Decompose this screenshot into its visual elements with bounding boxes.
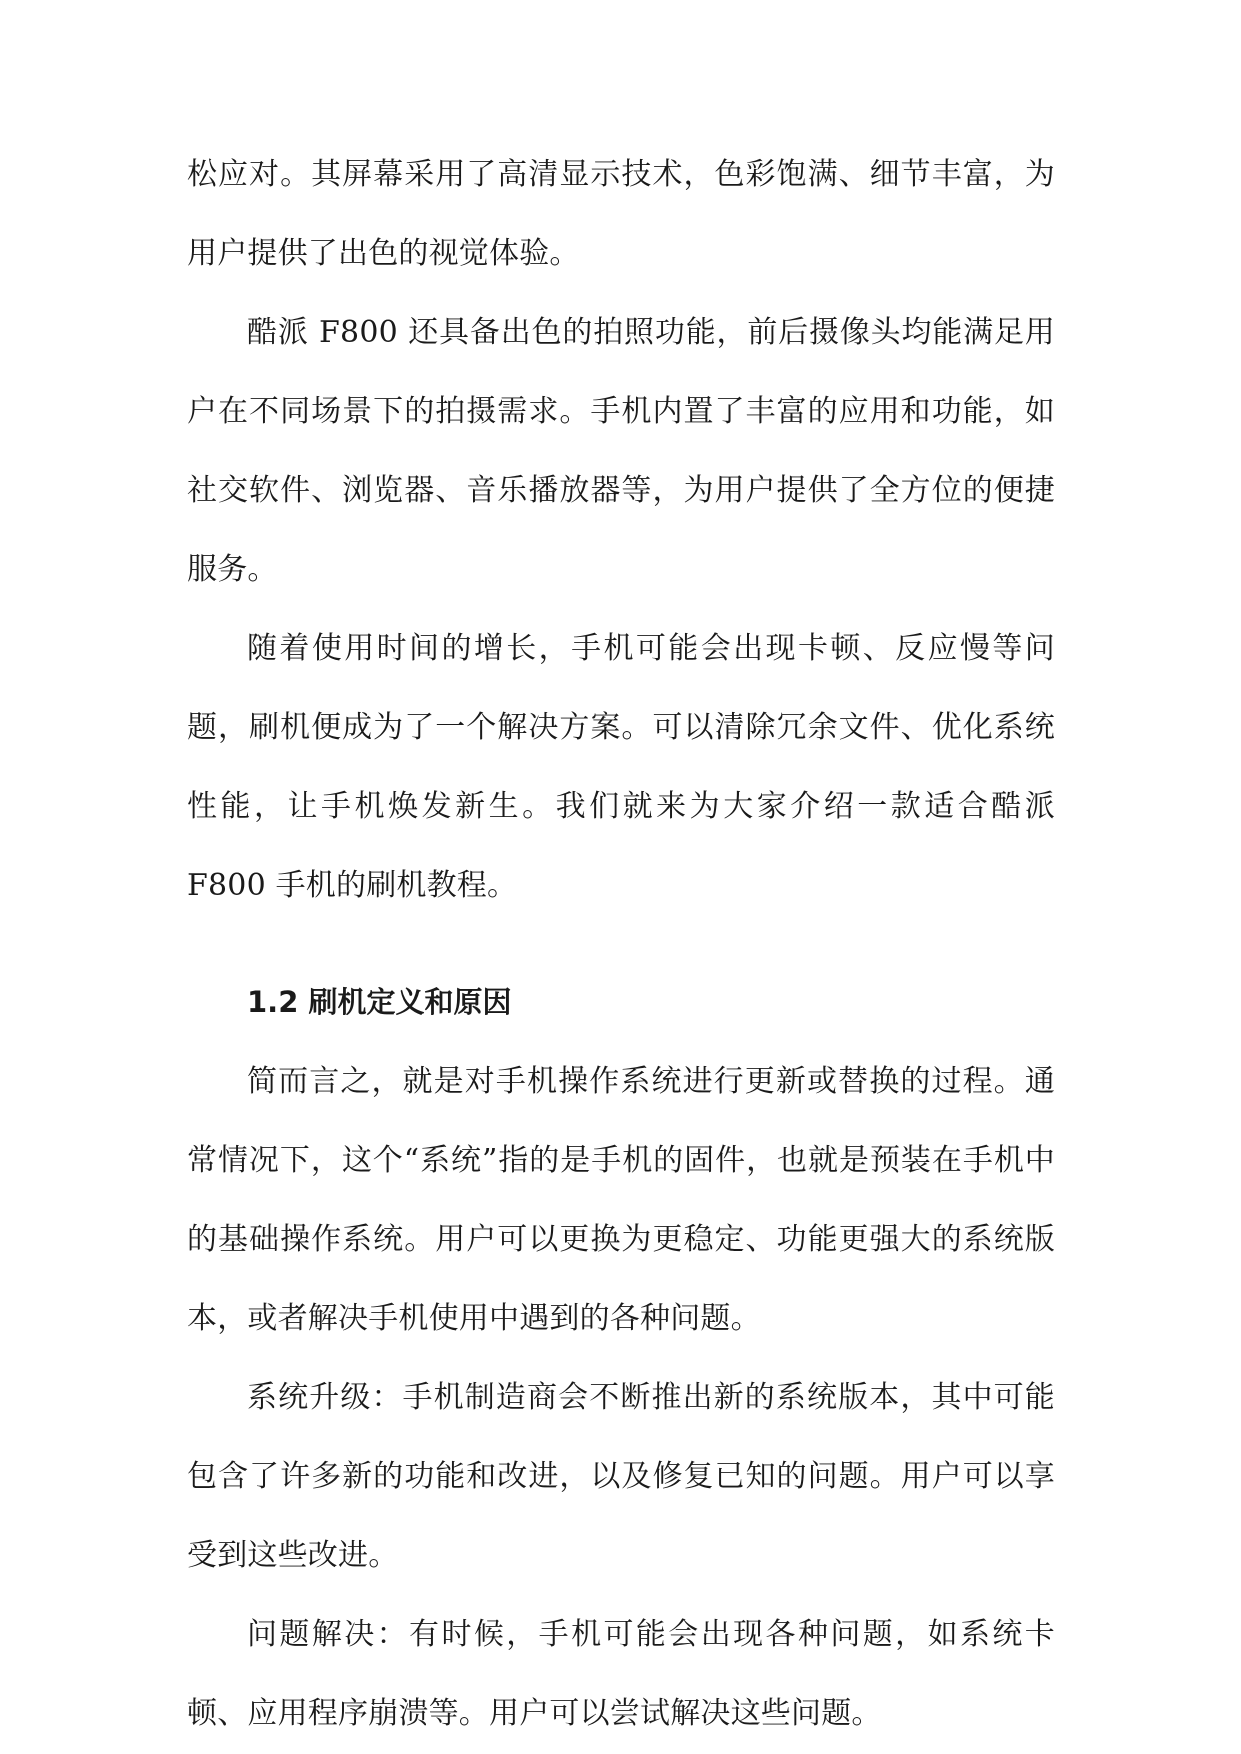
paragraph-flashing-definition: 简而言之，就是对手机操作系统进行更新或替换的过程。通常情况下，这个“系统”指的是手机的固件，也就是预装在手机中的基础操作系统。用户可以更换为更稳定、功能更强大的系统版本，或者解决手机使用中遇到的各种问题。 xyxy=(187,1064,1055,1336)
paragraph-screen-continued: 松应对。其屏幕采用了高清显示技术，色彩饱满、细节丰富，为用户提供了出色的视觉体验。 xyxy=(187,157,1055,271)
section-heading: 1.2 刷机定义和原因 xyxy=(247,985,512,1019)
paragraph-camera-features: 酷派 F800 还具备出色的拍照功能，前后摄像头均能满足用户在不同场景下的拍摄需求。手机内置了丰富的应用和功能，如社交软件、浏览器、音乐播放器等，为用户提供了全方位的便捷服务。 xyxy=(187,315,1055,587)
paragraph-system-upgrade: 系统升级：手机制造商会不断推出新的系统版本，其中可能包含了许多新的功能和改进，以及修复已知的问题。用户可以享受到这些改进。 xyxy=(187,1380,1055,1573)
paragraph-flashing-intro: 随着使用时间的增长，手机可能会出现卡顿、反应慢等问题，刷机便成为了一个解决方案。可以清除冗余文件、优化系统性能，让手机焕发新生。我们就来为大家介绍一款适合酷派 F800 手机的刷机教程。 xyxy=(187,631,1055,903)
document-page xyxy=(187,135,1055,1753)
paragraph-problem-solving: 问题解决：有时候，手机可能会出现各种问题，如系统卡顿、应用程序崩溃等。用户可以尝试解决这些问题。 xyxy=(187,1617,1055,1731)
